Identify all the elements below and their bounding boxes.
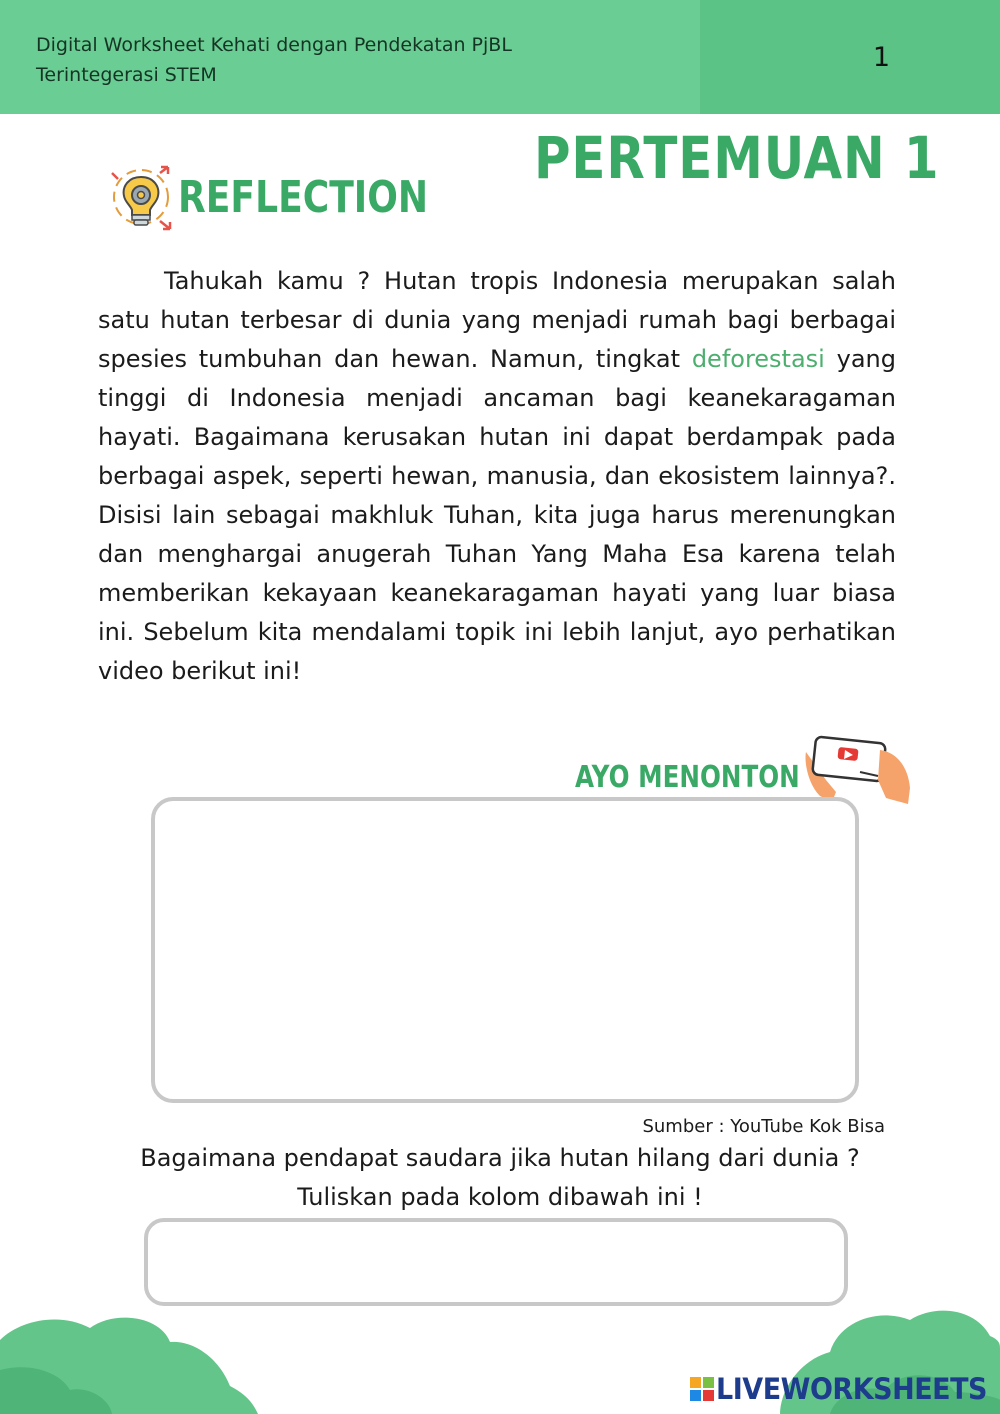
answer-box [144,1218,848,1306]
deforestasi-highlight: deforestasi [691,345,825,373]
video-source-caption: Sumber : YouTube Kok Bisa [642,1116,885,1137]
intro-paragraph [98,262,896,691]
liveworksheets-logo-icon [690,1377,714,1401]
header-bar [0,0,1000,114]
section-title: REFLECTION [178,172,429,223]
answer-input[interactable] [148,1222,844,1302]
header-accent-panel [700,0,1000,114]
question-line1: Bagaimana pendapat saudara jika hutan hilang dari dunia ? [140,1144,860,1172]
question-line2: Tuliskan pada kolom dibawah ini ! [297,1183,703,1211]
meeting-title: PERTEMUAN 1 [534,124,940,192]
intro-text-part2: yang tinggi di Indonesia menjadi ancaman bagi keanekaragaman hayati. Bagaimana kerusakan hutan ini dapat berdampak pada berbagai aspek, seperti hewan, manusia, dan ekosistem lainnya?. Disisi lain sebagai makhluk Tuhan, kita juga harus merenungkan dan menghargai anugerah Tuhan Yang Maha Esa karena telah memberikan kekayaan keanekaragaman hayati yang luar biasa ini. Sebelum kita mendalami topik ini lebih lanjut, ayo perhatikan video berikut ini! [98,345,896,685]
worksheet-title [36,30,656,90]
liveworksheets-logo [690,1372,990,1408]
worksheet-title-line2: Terintegerasi STEM [36,64,217,86]
lightbulb-gear-icon [108,165,178,235]
liveworksheets-logo-text: LIVEWORKSHEETS [716,1372,988,1406]
page-number: 1 [872,42,890,73]
intro-text-part1: Tahukah kamu ? Hutan tropis Indonesia merupakan salah satu hutan terbesar di dunia yang menjadi rumah bagi berbagai spesies tumbuhan dan hewan. Namun, tingkat [98,267,896,373]
reflection-question [60,1139,940,1217]
video-player-frame[interactable] [151,797,859,1103]
worksheet-title-line1: Digital Worksheet Kehati dengan Pendekatan PjBL [36,34,512,56]
video-heading: AYO MENONTON [575,760,800,795]
